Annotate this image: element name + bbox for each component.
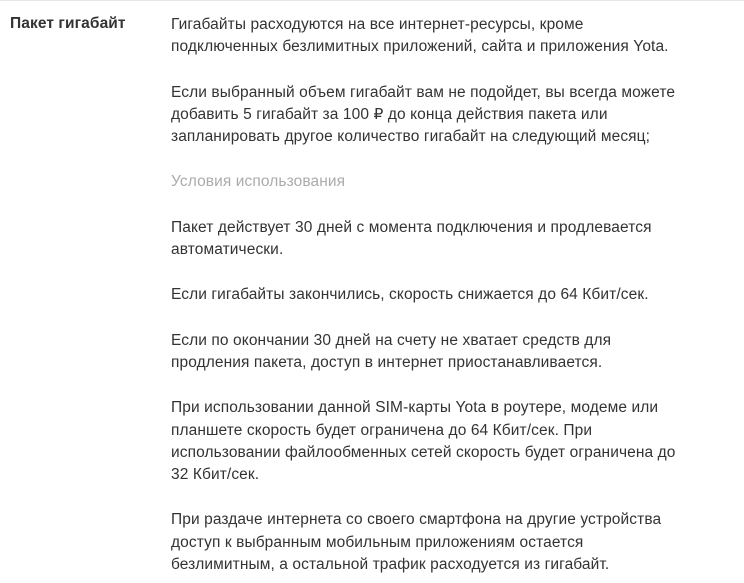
subheading-usage-terms: Условия использования	[171, 173, 346, 191]
paragraph-gigabytes-usage: Гигабайты расходуются на все интернет-ресурсы, кроме подключенных безлимитных приложений, сайта и приложения Yota.	[171, 16, 669, 56]
paragraph-sim-in-router: При использовании данной SIM-карты Yota в роутере, модеме или планшете скорость будет ограничена до 64 Кбит/сек. При использовании файлообменных сетей скорость будет ограничена до 32 Кбит/сек.	[171, 399, 676, 484]
section-title: Пакет гигабайт	[10, 15, 126, 32]
paragraph-speed-reduction: Если гигабайты закончились, скорость снижается до 64 Кбит/сек.	[171, 286, 649, 304]
paragraph-add-gigabytes: Если выбранный объем гигабайт вам не подойдет, вы всегда можете добавить 5 гигабайт за 100 ₽ до конца действия пакета или запланировать другое количество гигабайт на следующий месяц;	[171, 83, 676, 146]
section-content-column	[171, 13, 686, 576]
paragraph-tethering: При раздаче интернета со своего смартфона на другие устройства доступ к выбранным мобильным приложениям остается безлимитным, а остальной трафик расходуется из гигабайт.	[171, 511, 662, 574]
paragraph-insufficient-funds: Если по окончании 30 дней на счету не хватает средств для продления пакета, доступ в интернет приостанавливается.	[171, 331, 612, 371]
section-label-column	[0, 13, 171, 576]
paragraph-package-duration: Пакет действует 30 дней с момента подключения и продлевается автоматически.	[171, 218, 652, 259]
